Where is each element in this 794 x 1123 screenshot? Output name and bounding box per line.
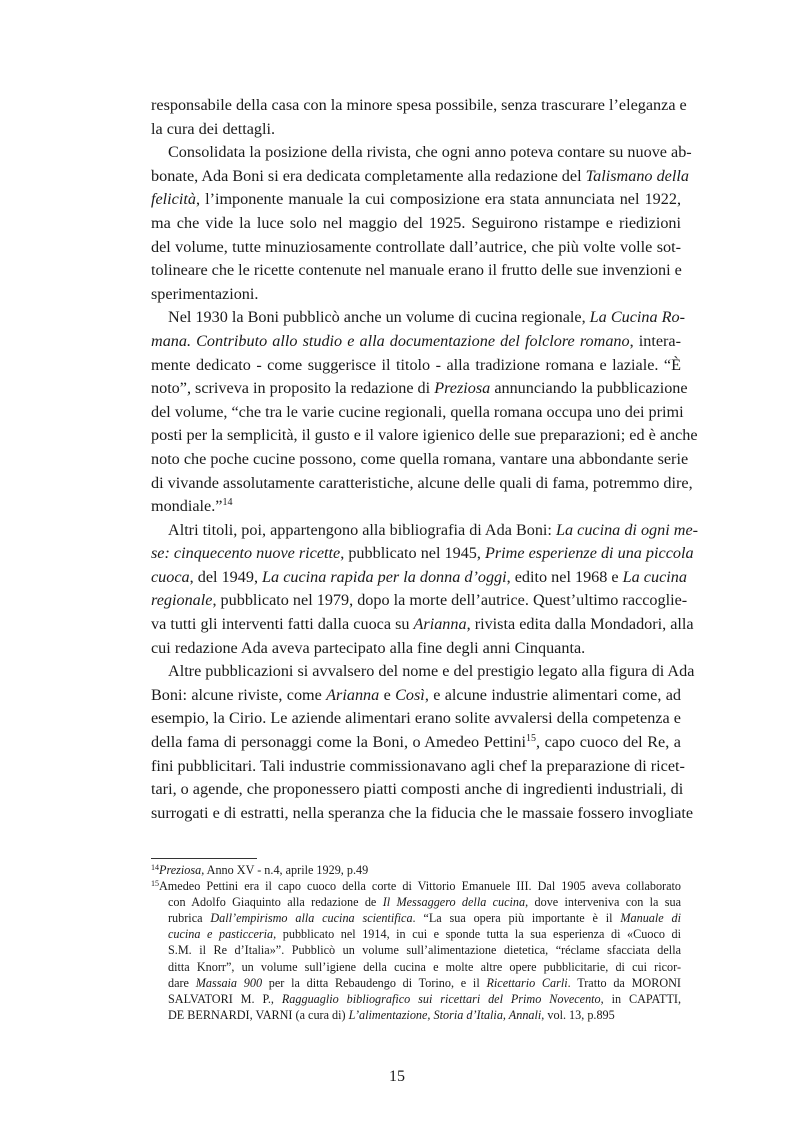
footnotes: [151, 862, 681, 1023]
text-line: Nel 1930 la Boni pubblicò anche un volume di cucina regionale, La Cucina Ro-: [168, 308, 685, 327]
text-line: felicità, l’imponente manuale la cui composizione era stata annunciata nel 1922,: [151, 190, 681, 209]
footnote-line: DE BERNARDI, VARNI (a cura di) L’alimentazione, Storia d’Italia, Annali, vol. 13, p.895: [168, 1007, 615, 1022]
footnote-line: rubrica Dall’empirismo alla cucina scientifica. “La sua opera più importante è il Manuale di: [168, 911, 681, 926]
text-line: mondiale.”$^{14}$: [151, 497, 233, 516]
footnote-ref-14[interactable]: 14: [222, 497, 233, 509]
footnote-line: $^{14}$Preziosa, Anno XV - n.4, aprile 1929, p.49: [151, 863, 369, 877]
paragraph-2: [151, 141, 692, 306]
text-line: cui redazione Ada aveva partecipato alla fine degli anni Cinquanta.: [151, 638, 586, 657]
text-line: noto”, scriveva in proposito la redazione di Preziosa annunciando la pubblicazione: [151, 379, 688, 398]
text-line: ma che vide la luce solo nel maggio del 1925. Seguirono ristampe e riedizioni: [151, 213, 681, 232]
footnote-ref-15[interactable]: 15: [525, 733, 536, 745]
text-line: Consolidata la posizione della rivista, che ogni anno poteva contare su nuove ab-: [168, 143, 692, 162]
paragraph-3: [151, 306, 698, 518]
paragraph-1: [151, 94, 687, 141]
footnote-line: ditta Knorr”, un volume sull’igiene della cucina e molte altre opere pubblicitarie, di cui ricor-: [168, 959, 681, 974]
footnote-14: [151, 862, 681, 878]
footnote-line: $^{15}$Amedeo Pettini era il capo cuoco della corte di Vittorio Emanuele III. Dal 1905 aveva collaborato: [151, 879, 681, 894]
text-line: regionale, pubblicato nel 1979, dopo la morte dell’autrice. Quest’ultimo raccoglie-: [151, 591, 688, 610]
body-text: [151, 94, 699, 825]
paragraph-5: [151, 660, 695, 825]
footnote-line: dare Massaia 900 per la ditta Rebaudengo di Torino, e il Ricettario Carli. Tratto da MORONI: [168, 975, 681, 990]
text-line: mente dedicato - come suggerisce il titolo - alla tradizione romana e laziale. “È: [151, 355, 681, 374]
text-line: Altri titoli, poi, appartengono alla bibliografia di Ada Boni: La cucina di ogni me-: [168, 520, 699, 539]
footnote-line: cucina e pasticceria, pubblicato nel 1914, in cui e sponde tutta la sua esperienza di «Cuoco di: [168, 927, 681, 942]
text-line: la cura dei dettagli.: [151, 119, 276, 138]
paragraph-4: [151, 519, 699, 661]
text-line: esempio, la Cirio. Le aziende alimentari erano solite avvalersi della competenza e: [151, 709, 681, 728]
text-line: della fama di personaggi come la Boni, o Amedeo Pettini$^{15}$, capo cuoco del Re, a: [151, 733, 681, 752]
text-line: mana. Contributo allo studio e alla documentazione del folclore romano, intera-: [151, 331, 681, 350]
page-number: 15: [389, 1068, 405, 1085]
text-line: posti per la semplicità, il gusto e il valore igienico delle sue preparazioni; ed è anche: [151, 426, 698, 445]
text-line: sperimentazioni.: [151, 284, 259, 303]
footnote-15: [151, 878, 681, 1023]
text-line: responsabile della casa con la minore spesa possibile, senza trascurare l’eleganza e: [151, 96, 687, 114]
text-line: noto che poche cucine possono, come quella romana, vantare una abbondante serie: [151, 449, 689, 468]
text-line: fini pubblicitari. Tali industrie commissionavano agli chef la preparazione di ricet-: [151, 756, 685, 775]
text-line: del volume, “che tra le varie cucine regionali, quella romana occupa uno dei primi: [151, 402, 684, 421]
text-line: bonate, Ada Boni si era dedicata completamente alla redazione del Talismano della: [151, 166, 689, 185]
footnote-line: con Adolfo Giaquinto alla redazione de Il Messaggero della cucina, dove interveniva con la sua: [168, 895, 682, 910]
text-line: Boni: alcune riviste, come Arianna e Così, e alcune industrie alimentari come, ad: [151, 685, 682, 704]
text-line: di vivande assolutamente caratteristiche, alcune delle quali di fama, potremmo dire,: [151, 473, 693, 492]
footnote-line: SALVATORI M. P., Ragguaglio bibliografico sui ricettari del Primo Novecento, in CAPATTI,: [168, 991, 681, 1006]
text-line: del volume, tutte minuziosamente controllate dall’autrice, che più volte volle sot-: [151, 237, 681, 256]
footnote-divider: [151, 858, 257, 859]
text-line: tolineare che le ricette contenute nel manuale erano il frutto delle sue invenzioni e: [151, 261, 682, 280]
footnote-line: S.M. il Re d’Italia»”. Pubblicò un volume sull’alimentazione dietetica, “réclame sfacciata della: [168, 943, 681, 958]
text-line: tari, o agende, che proponessero piatti composti anche di ingredienti industriali, di: [151, 780, 684, 799]
text-line: Altre pubblicazioni si avvalsero del nome e del prestigio legato alla figura di Ada: [168, 662, 695, 681]
text-line: surrogati e di estratti, nella speranza che la fiducia che le massaie fossero invogliate: [151, 803, 694, 822]
text-line: se: cinquecento nuove ricette, pubblicato nel 1945, Prime esperienze di una piccola: [151, 544, 694, 563]
text-line: cuoca, del 1949, La cucina rapida per la donna d’oggi, edito nel 1968 e La cucina: [151, 567, 687, 586]
text-line: va tutti gli interventi fatti dalla cuoca su Arianna, rivista edita dalla Mondadori, alla: [151, 615, 694, 634]
